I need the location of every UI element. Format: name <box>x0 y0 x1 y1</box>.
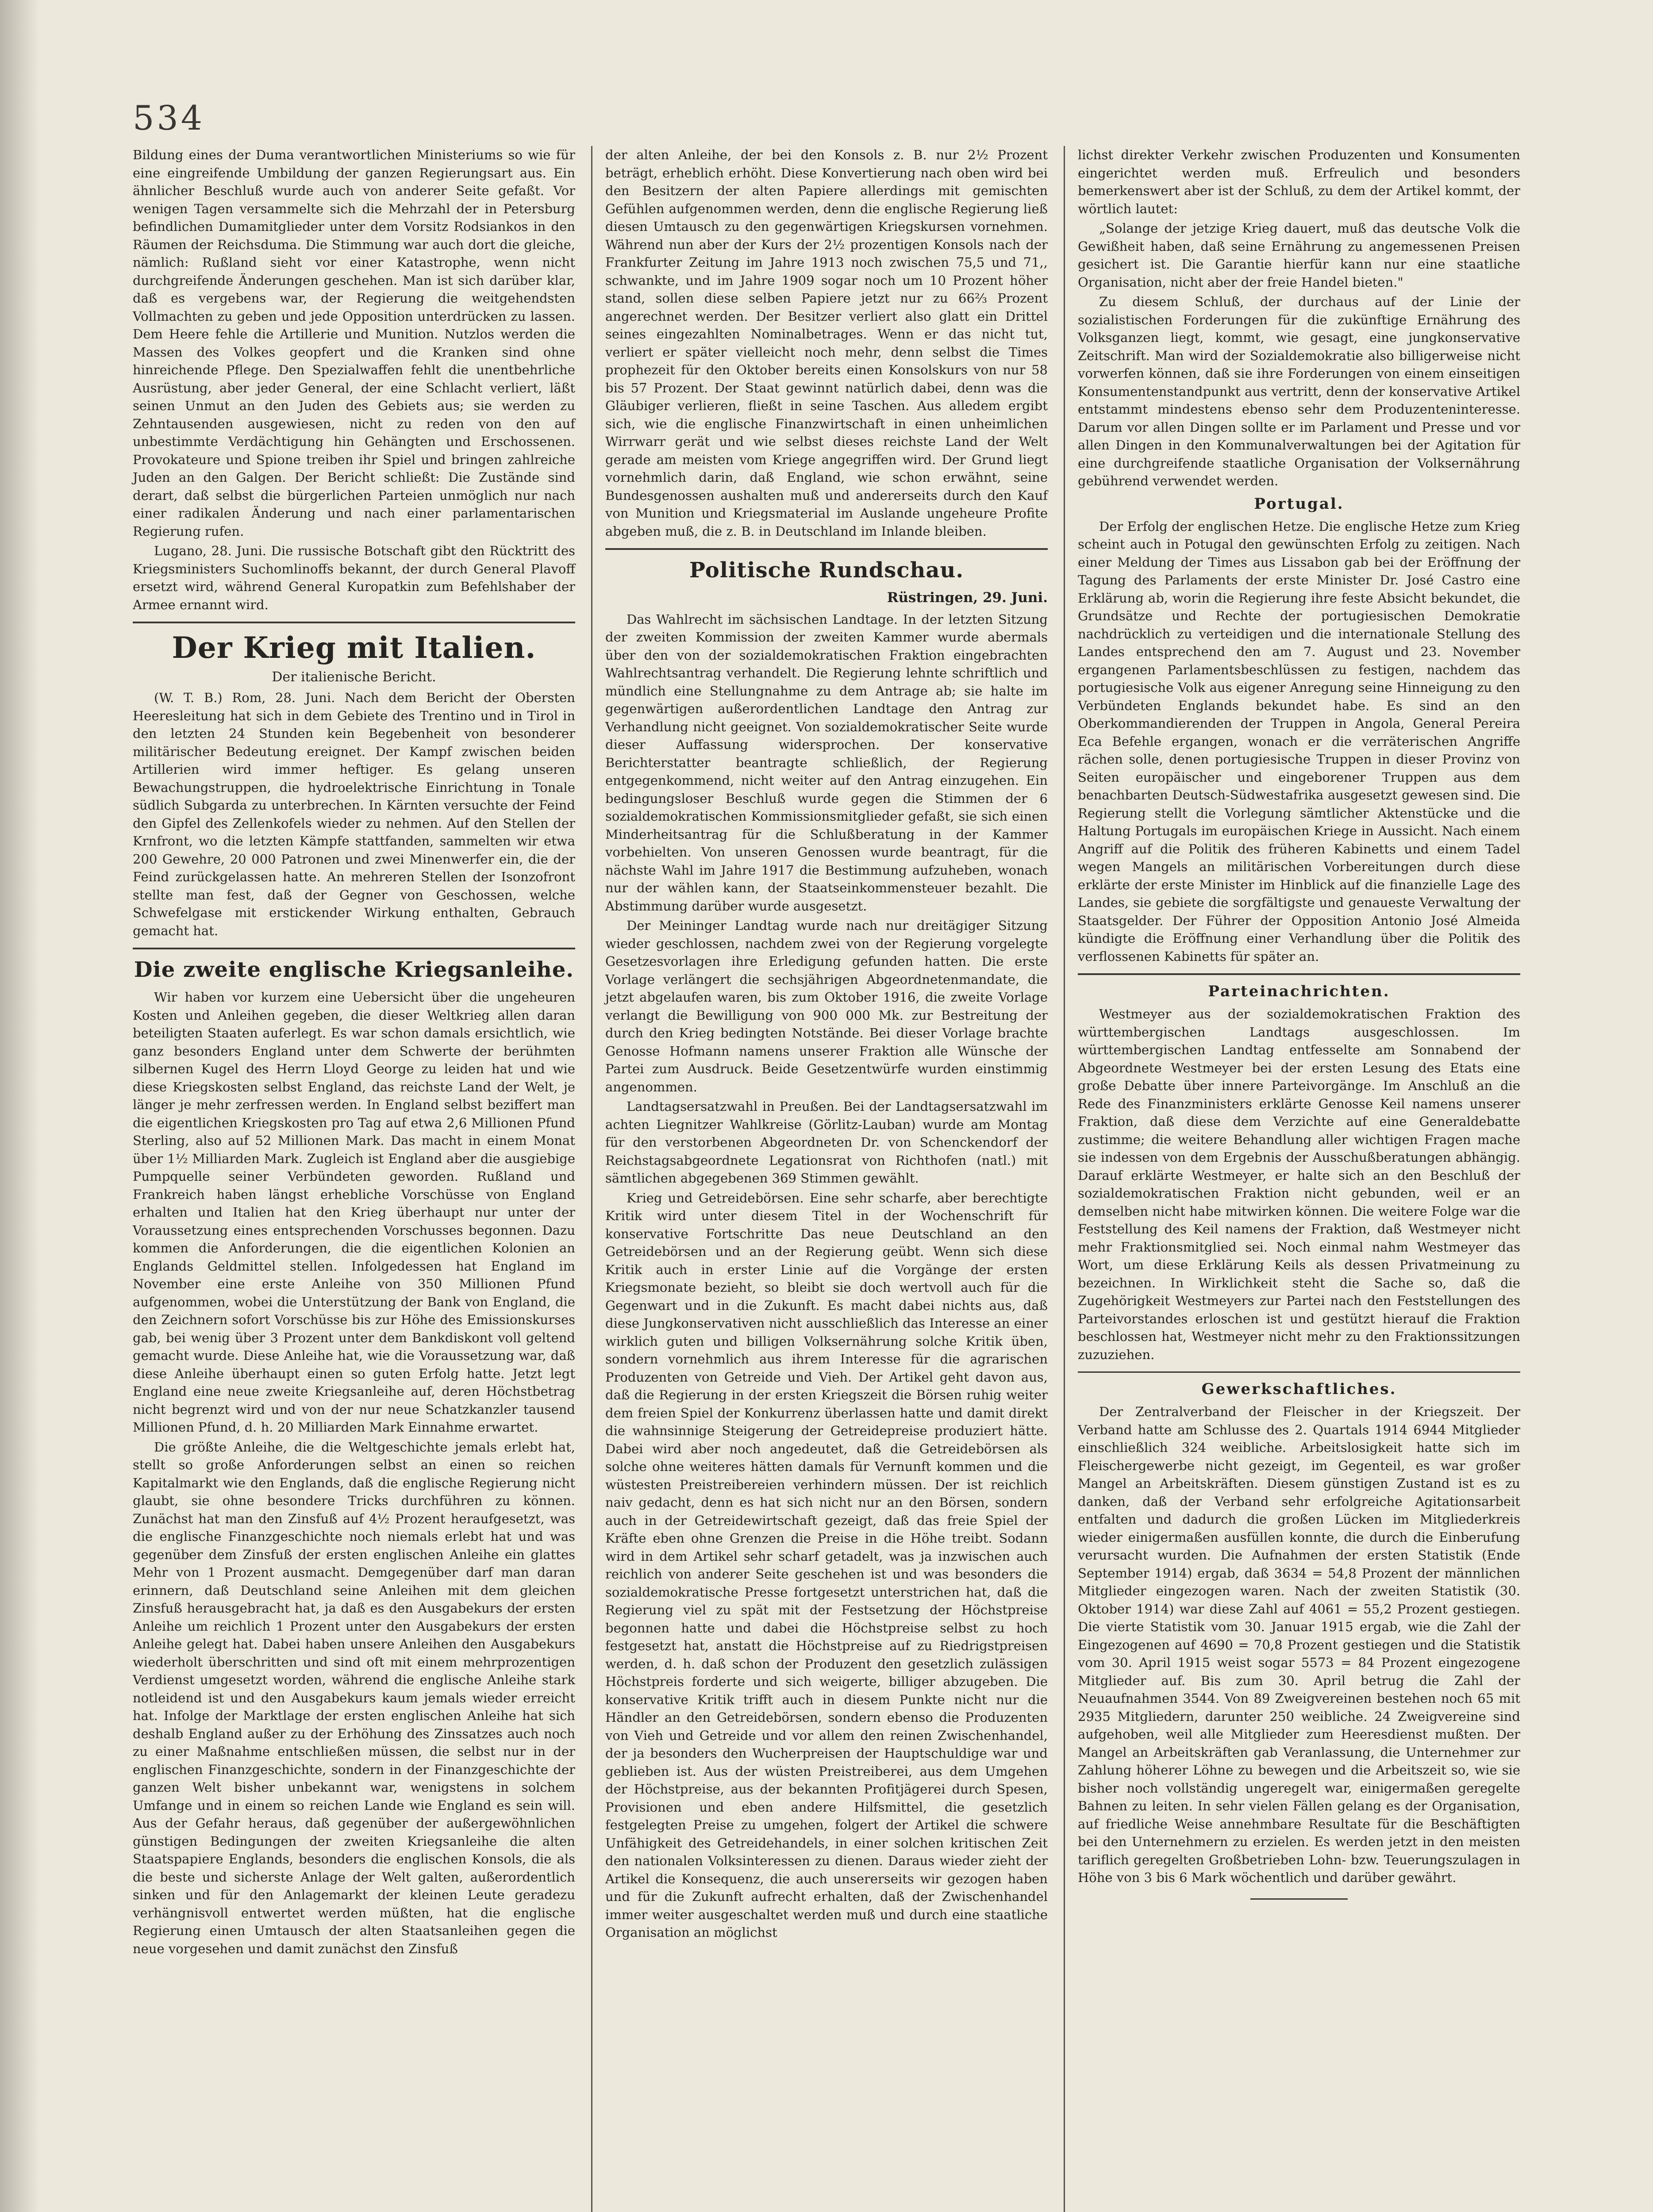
column-2 <box>605 146 1048 1943</box>
paragraph: der alten Anleihe, der bei den Konsols z. B. nur 2½ Prozent beträgt, erheblich erhöht. Diese Konvertierung nach oben wird bei den Besitzern der alten Papiere allerdings mit gemischten Gefühlen aufgenommen werden, denn die englische Regierung ließ diesen Umtausch zu den gegenwärtigen Kriegskursen vornehmen. Während nun aber der Kurs der 2½ prozentigen Konsols nach der Frankfurter Zeitung im Jahre 1913 noch zwischen 75,5 und 71,, schwankte, und im Jahre 1909 sogar noch um 10 Prozent höher stand, sollen diese selben Papiere jetzt nur zu 66⅔ Prozent angerechnet werden. Der Besitzer verliert also glatt ein Drittel seines eingezahlten Nominalbetrages. Wenn er das nicht tut, verliert er später vielleicht noch mehr, denn selbst die Times prophezeit für den Oktober bereits einen Konsolskurs von nur 58 bis 57 Prozent. Der Staat gewinnt natürlich dabei, denn was die Gläubiger verlieren, fließt in seine Taschen. Aus alledem ergibt sich, wie die englische Finanzwirtschaft in einen unheimlichen Wirrwarr gerät und wie selbst dieses reichste Land der Welt gerade am meisten vom Kriege angegriffen wird. Der Grund liegt vornehmlich darin, daß England, wie schon erwähnt, seine Bundesgenossen aushalten muß und andererseits durch den Kauf von Munition und Kriegsmaterial im Auslande ungeheure Profite abgeben muß, die z. B. in Deutschland im Inlande bleiben. <box>605 147 1048 539</box>
scan-binding-edge <box>0 0 40 2212</box>
paragraph: Krieg und Getreidebörsen. Eine sehr scharfe, aber berechtigte Kritik wird unter diesem Titel in der Wochenschrift für konservative Fortschritte Das neue Deutschland an den Getreidebörsen und an der Regierung geübt. Wenn sich diese Kritik auch in erster Linie auf die Vorgänge der ersten Kriegsmonate bezieht, so bleibt sie doch wertvoll auch für die Gegenwart und in die Zukunft. Es macht dabei nichts aus, daß diese Jungkonservativen nicht ausschließlich das Interesse an einer wirklich guten und billigen Volksernährung solche Kritik üben, sondern vornehmlich aus ihrem Interesse für die agrarischen Produzenten von Getreide und Vieh. Der Artikel geht davon aus, daß die Regierung in der ersten Kriegszeit die Börsen ruhig weiter dem freien Spiel der Konkurrenz überlassen hatte und damit direkt die wahnsinnige Steigerung der Getreidepreise produziert hätte. Dabei wird aber noch angedeutet, daß die Getreidebörsen als solche ohne weiteres hätten damals für Vernunft kommen und die wüstesten Preistreibereien verhindern müssen. Der ist reichlich naiv gedacht, denn es hat sich nicht nur an den Börsen, sondern auch in der Getreidewirtschaft gezeigt, daß das freie Spiel der Kräfte eben ohne Grenzen die Preise in die Höhe treibt. Sodann wird in dem Artikel sehr scharf getadelt, was ja inzwischen auch reichlich von anderer Seite geschehen ist und was besonders die sozialdemokratische Presse fortgesetzt unterstrichen hat, daß die Regierung viel zu spät mit der Festsetzung der Höchstpreise begonnen hatte und dabei die Höchstpreise selbst zu hoch festgesetzt hat, anstatt die Höchstpreise auf zu Riedrigstpreisen werden, d. h. daß schon der Produzent den gesetzlich zulässigen Höchstpreis forderte und sich weigerte, billiger abzugeben. Die konservative Kritik trifft auch in diesem Punkte nicht nur die Händler an den Getreidebörsen, sondern ebenso die Produzenten von Vieh und Getreide und vor allem den reinen Zwischenhandel, der ja besonders den Wucherpreisen der Hauptschuldige war und geblieben ist. Aus der wüsten Preistreiberei, aus dem Umgehen der Höchstpreise, aus der bekannten Profitjägerei durch Spesen, Provisionen und eben andere Hilfsmittel, die gesetzlich festgelegten Preise zu umgehen, folgert der Artikel die schwere Unfähigkeit des Getreidehandels, in einer solchen kritischen Zeit den nationalen Volksinteressen zu dienen. Daraus wieder zieht der Artikel die Konsequenz, die auch unsererseits wir gezogen haben und für die Zukunft aufrecht erhalten, daß der Zwischenhandel immer weiter ausgeschaltet werden muß und durch eine staatliche Organisation an möglichst <box>605 1190 1048 1940</box>
section-rule <box>605 548 1048 550</box>
paragraph: Die größte Anleihe, die die Weltgeschichte jemals erlebt hat, stellt so große Anforderungen selbst an einen so reichen Kapitalmarkt wie den Englands, daß die englische Regierung nicht glaubt, sie ohne besondere Tricks durchführen zu können. Zunächst hat man den Zinsfuß auf 4½ Prozent heraufgesetzt, was die englische Finanzgeschichte noch niemals erlebt hat und was gegenüber dem Zinsfuß der ersten englischen Anleihe ein glattes Mehr von 1 Prozent ausmacht. Demgegenüber darf man daran erinnern, daß Deutschland seine Anleihen mit dem gleichen Zinsfuß herausgebracht hat, ja daß es den Ausgabekurs der ersten Anleihe um reichlich 1 Prozent unter den Ausgabekurs der ersten Anleihe gelegt hat. Dabei haben unsere Anleihen den Ausgabekurs wiederholt überschritten und sind oft mit einem mehrprozentigen Verdienst umgesetzt worden, während die englische Anleihe stark notleidend ist und den Ausgabekurs kaum jemals wieder erreicht hat. Infolge der Marktlage der ersten englischen Anleihe hat sich deshalb England außer zu der Erhöhung des Zinssatzes auch noch zu einer Maßnahme entschließen müssen, die selbst nur in der englischen Finanzgeschichte, sondern in der Finanzgeschichte der ganzen Welt bisher unbekannt war, wenigstens in solchem Umfange und in einem so reichen Lande wie England es sein will. Aus der Gefahr heraus, daß gegenüber der außergewöhnlichen günstigen Bedingungen der zweiten Kriegsanleihe die alten Staatspapiere Englands, besonders die englischen Konsols, die als die beste und sicherste Anlage der Welt galten, außerordentlich sinken und für den Anlagemarkt der kleinen Leute geradezu verhängnisvoll entwertet werden müßten, hat die englische Regierung einen Umtausch der alten Staatsanleihen gegen die neue vorgesehen und damit zunächst den Zinsfuß <box>133 1439 575 1956</box>
section-rule <box>1078 973 1520 975</box>
paragraph: Wir haben vor kurzem eine Uebersicht über die ungeheuren Kosten und Anleihen gegeben, die dieser Weltkrieg allen daran beteiligten Staaten auferlegt. Es war schon damals ersichtlich, wie ganz besonders England unter dem Schwerte der berühmten silbernen Kugel des Herrn Lloyd George zu leiden hat und wie diese Kriegskosten selbst England, das reichste Land der Welt, je länger je mehr zerfressen werden. In England selbst beziffert man die eigentlichen Kriegskosten pro Tag auf etwa 2,6 Millionen Pfund Sterling, also auf 52 Millionen Mark. Das macht in einem Monat über 1½ Milliarden Mark. Zugleich ist England aber die ausgiebige Pumpquelle seiner Verbündeten geworden. Rußland und Frankreich haben längst erhebliche Vorschüsse von England erhalten und Italien hat den Krieg überhaupt nur unter der Voraussetzung eines entsprechenden Vorschusses begonnen. Dazu kommen die Anforderungen, die die eigentlichen Kolonien an Englands Geldmittel stellen. Infolgedessen hat England im November eine erste Anleihe von 350 Millionen Pfund aufgenommen, wobei die Unterstützung der Bank von England, die den Zeichnern sofort Vorschüsse bis zur Höhe des Emissionskurses gab, bei wenig über 3 Prozent unter dem Bankdiskont voll geltend gemacht wurde. Diese Anleihe hat, wie die Voraussetzung war, daß diese Anleihe überhaupt einen so guten Erfolg hatte. Jetzt legt England eine neue zweite Kriegsanleihe auf, deren Höchstbetrag nicht begrenzt wird und von der nur neue Schatzkanzler tausend Millionen Pfund, d. h. 20 Milliarden Mark Einnahme erwartet. <box>133 990 575 1435</box>
headline-party-news: Parteinachrichten. <box>1208 983 1390 1000</box>
headline-trade-union: Gewerkschaftliches. <box>1201 1380 1397 1398</box>
headline-english-war-loan: Die zweite englische Kriegsanleihe. <box>134 957 574 982</box>
paragraph: Der Meininger Landtag wurde nach nur dreitägiger Sitzung wieder geschlossen, nachdem zwei von der Regierung vorgelegte Gesetzesvorlagen ihre Erledigung gefunden hatten. Die erste Vorlage verlängert die sechsjährigen Abgeordnetenmandate, die jetzt abgelaufen waren, bis zum Oktober 1916, die zweite Vorlage verlangt die Bewilligung von 900 000 Mk. zur Bestreitung der durch den Krieg bedingten Notstände. Bei dieser Vorlage brachte Genosse Hofmann namens unserer Fraktion alle Wünsche der Partei zum Ausdruck. Beide Gesetzentwürfe wurden einstimmig angenommen. <box>605 918 1048 1094</box>
paragraph: Lugano, 28. Juni. Die russische Botschaft gibt den Rücktritt des Kriegsministers Suchomlinoffs bekannt, der durch General Plavoff ersetzt wird, während General Kuropatkin zum Befehlshaber der Armee ernannt wird. <box>133 543 575 612</box>
subhead-italian-report: Der italienische Bericht. <box>272 669 436 685</box>
column-3 <box>1078 146 1520 1900</box>
section-rule <box>133 948 575 949</box>
headline-italy-war: Der Krieg mit Italien. <box>172 630 536 665</box>
paragraph: Bildung eines der Duma verantwortlichen Ministeriums so wie für eine eingreifende Umbildung der ganzen Regierungsart aus. Ein ähnlicher Beschluß wurde auch von anderer Seite gefaßt. Vor wenigen Tagen versammelte sich die Mehrzahl der in Petersburg befindlichen Dumamitglieder unter dem Vorsitz Rodsiankos in den Räumen der Reichsduma. Die Stimmung war auch dort die gleiche, nämlich: Rußland sieht vor einer Katastrophe, wenn nicht durchgreifende Änderungen geschehen. Man ist sich darüber klar, daß es vergebens war, der Regierung die weitgehendsten Vollmachten zu geben und jede Opposition unterdrücken zu lassen. Dem Heere fehle die Artillerie und Munition. Nutzlos werden die Massen des Volkes geopfert und die Kranken sind ohne hinreichende Pflege. Den Spezialwaffen fehlt die unentbehrliche Ausrüstung, aber jeder General, der eine Schlacht verliert, läßt seinen Unmut an den Juden des Gebiets aus; sie werden zu Zehntausenden ausgewiesen, nicht zu reden von den auf unbestimmte Verdächtigung hin Gehängten und Erschossenen. Provokateure und Spione treiben ihr Spiel und bringen zahlreiche Juden an den Galgen. Der Bericht schließt: Die Zustände sind derart, daß selbst die bürgerlichen Parteien unmöglich nur nach einer radikalen Änderung und nach einer parlamentarischen Regierung rufen. <box>133 147 575 539</box>
column-1 <box>133 146 575 1959</box>
paragraph: Zu diesem Schluß, der durchaus auf der Linie der sozialistischen Forderungen für die zukünftige Ernährung des Volksganzen liegt, kommt, wie gesagt, eine jungkonservative Zeitschrift. Man wird der Sozialdemokratie also billigerweise nicht vorwerfen können, daß sie ihre Forderungen von einem einseitigen Konsumentenstandpunkt aus vertritt, denn der konservative Artikel entstammt mindestens ebenso sehr dem Produzenteninteresse. Darum vor allen Dingen sollte er im Parlament und Presse und vor allen Dingen in den Kommunalverwaltungen bei der Agitation für eine durchgreifende staatliche Organisation der Volksernährung gebührend verwendet werden. <box>1078 294 1520 488</box>
paragraph: Landtagsersatzwahl in Preußen. Bei der Landtagsersatzwahl im achten Liegnitzer Wahlkreise (Görlitz-Lauban) wurde am Montag für den verstorbenen Abgeordneten Dr. von Schenckendorf der Reichstagsabgeordnete Legationsrat von Richthofen (natl.) mit sämtlichen abgegebenen 369 Stimmen gewählt. <box>605 1099 1048 1186</box>
column-divider-1 <box>591 146 592 2212</box>
paragraph: Der Zentralverband der Fleischer in der Kriegszeit. Der Verband hatte am Schlusse des 2. Quartals 1914 6944 Mitglieder einschließlich 324 weibliche. Arbeitslosigkeit hatte sich im Fleischergewerbe nicht gezeigt, im Gegenteil, es war großer Mangel an Arbeitskräften. Diesem günstigen Zustand ist es zu danken, daß der Verband sehr erfolgreiche Agitationsarbeit entfalten und dadurch die großen Lücken im Mitgliederkreis wieder einigermaßen ausfüllen konnte, die durch die Einberufung verursacht wurden. Die Aufnahmen der ersten Statistik (Ende September 1914) ergab, daß 3634 = 54,8 Prozent der männlichen Mitglieder eingezogen waren. Nach der zweiten Statistik (30. Oktober 1914) war diese Zahl auf 4061 = 55,2 Prozent gestiegen. Die vierte Statistik vom 30. Januar 1915 ergab, wie die Zahl der Eingezogenen auf 4690 = 70,8 Prozent gestiegen und die Statistik vom 30. April 1915 weist sogar 5573 = 84 Prozent eingezogene Mitglieder auf. Bis zum 30. April betrug die Zahl der Neuaufnahmen 3544. Von 89 Zweigvereinen bestehen noch 65 mit 2935 Mitgliedern, darunter 250 weibliche. 24 Zweigvereine sind aufgehoben, weil alle Mitglieder zum Heeresdienst mußten. Der Mangel an Arbeitskräften gab Veranlassung, die Unternehmer zur Zahlung höherer Löhne zu bewegen und die Arbeitszeit so, wie sie bisher noch vollständig ungeregelt war, einigermaßen geregelte Bahnen zu leiten. In sehr vielen Fällen gelang es der Organisation, auf friedliche Weise annehmbare Resultate für die Beschäftigten bei den Unternehmern zu erzielen. Es werden jetzt in den meisten tariflich geregelten Großbetrieben Lohn- bzw. Teuerungszulagen in Höhe von 3 bis 6 Mark wöchentlich und darüber gewährt. <box>1078 1404 1520 1885</box>
section-rule <box>133 622 575 623</box>
paragraph: (W. T. B.) Rom, 28. Juni. Nach dem Bericht der Obersten Heeresleitung hat sich in dem Gebiete des Trentino und in Tirol in den letzten 24 Stunden kein Begebenheit von besonderer militärischer Bedeutung ereignet. Der Kampf zwischen beiden Artillerien wird immer heftiger. Es gelang unseren Bewachungstruppen, die hydroelektrische Einrichtung in Tonale südlich Subgarda zu unterbrechen. In Kärnten versuchte der Feind den Gipfel des Zellenkofels wieder zu nehmen. Auf den Stellen der Krnfront, wo die letzten Kämpfe stattfanden, sammelten wir etwa 200 Gewehre, 20 000 Patronen und zwei Minenwerfer ein, die der Feind zurückgelassen hatte. An mehreren Stellen der Isonzofront stellte man fest, daß der Gegner von Geschossen, welche Schwefelgase mit erstickender Wirkung enthalten, Gebrauch gemacht hat. <box>133 690 575 938</box>
quote-paragraph: „Solange der jetzige Krieg dauert, muß das deutsche Volk die Gewißheit haben, daß seine Ernährung zu angemessenen Preisen gesichert ist. Die Garantie hierfür kann nur eine staatliche Organisation, nicht aber der freie Handel bieten." <box>1078 221 1520 290</box>
paragraph: Das Wahlrecht im sächsischen Landtage. In der letzten Sitzung der zweiten Kommission der zweiten Kammer wurde abermals über den von der sozialdemokratischen Fraktion eingebrachten Wahlrechtsantrag verhandelt. Die Regierung lehnte schriftlich und mündlich eine Stellungnahme zu dem Antrage ab; sie halte im gegenwärtigen außerordentlichen Landtage den Antrag zur Verhandlung nicht geeignet. Von sozialdemokratischer Seite wurde dieser Auffassung widersprochen. Der konservative Berichterstatter beantragte schließlich, der Regierung entgegenkommend, nicht weiter auf den Antrag einzugehen. Ein bedingungsloser Beschluß wurde gegen die Stimmen der 6 sozialdemokratischen Kommissionsmitglieder gefaßt, sie sich einen Minderheitsantrag für die Schlußberatung in der Kammer vorbehielten. Von unseren Genossen wurde beantragt, für die nächste Wahl im Jahre 1917 die Bestimmung aufzuheben, wonach nur der wählen kann, der Staatseinkommensteuer bezahlt. Die Abstimmung darüber wurde ausgesetzt. <box>605 611 1048 914</box>
column-divider-2 <box>1064 146 1065 2212</box>
headline-political-review: Politische Rundschau. <box>689 558 964 583</box>
paragraph: Westmeyer aus der sozialdemokratischen Fraktion des württembergischen Landtags ausgeschlossen. Im württembergischen Landtag entfesselte am Sonnabend der Abgeordnete Westmeyer bei der ersten Lesung des Etats eine große Debatte über innere Parteivorgänge. Im Anschluß an die Rede des Finanzministers erklärte Genosse Keil namens unserer Fraktion, daß diese dem Verzichte auf eine Generaldebatte zustimme; die weitere Behandlung aller wichtigen Fragen mache sie indessen von dem Ergebnis der Ausschußberatungen abhängig. Darauf erklärte Westmeyer, er halte sich an den Beschluß der sozialdemokratischen Fraktion nicht gebunden, weil er an demselben nicht habe mitwirken können. Die weitere Folge war die Feststellung des Keil namens der Fraktion, daß Westmeyer nicht mehr Fraktionsmitglied sei. Noch einmal nahm Westmeyer das Wort, um diese Erklärung Keils als dessen Privatmeinung zu bezeichnen. In Wirklichkeit steht die Sache so, daß die Zugehörigkeit Westmeyers zur Partei nach den Feststellungen des Parteivorstandes erloschen ist und gestützt hierauf die Fraktion beschlossen hat, Westmeyer nicht mehr zu den Fraktionssitzungen zuzuziehen. <box>1078 1006 1520 1362</box>
paragraph: Der Erfolg der englischen Hetze. Die englische Hetze zum Krieg scheint auch in Potugal den gewünschten Erfolg zu zeitigen. Nach einer Meldung der Times aus Lissabon gab bei der Eröffnung der Tagung des Parlaments der erste Minister Dr. José Castro eine Erklärung ab, worin die Regierung ihre feste Absicht bekundet, die Grundsätze und Rechte der portugiesischen Demokratie nachdrücklich zu verteidigen und die internationale Stellung des Landes entsprechend den am 7. August und 23. November ergangenen Parlamentsbeschlüssen zu festigen, nachdem das portugiesische Volk aus eigener Anregung seine Hinneigung zu den Verbündeten Englands bekundet habe. Es sind an den Oberkommandierenden der Truppen in Angola, General Pereira Eca Befehle ergangen, wonach er die verräterischen Angriffe rächen solle, denen portugiesische Truppen in dieser Provinz von Seiten europäischer und eingeborener Truppen aus dem benachbarten Deutsch-Südwestafrika ausgesetzt gewesen sind. Die Regierung stellt die Vorlegung sämtlicher Aktenstücke und die Haltung Portugals im europäischen Kriege in Aussicht. Nach einem Angriff auf die Politik des früheren Kabinetts und einem Tadel wegen Mangels an militärischen Vorbereitungen durch diese erklärte der erste Minister im Hinblick auf die finanzielle Lage des Landes, sie gebiete die sorgfältigste und genaueste Verwaltung der Staatsgelder. Der Führer der Opposition Antonio José Almeida kündigte die Eröffnung einer Verhandlung über die Politik des verflossenen Kabinetts für später an. <box>1078 518 1520 964</box>
page-number: 534 <box>133 98 205 138</box>
dateline: Rüstringen, 29. Juni. <box>887 590 1048 606</box>
section-rule <box>1078 1371 1520 1373</box>
headline-portugal: Portugal. <box>1254 495 1344 513</box>
paragraph: lichst direkter Verkehr zwischen Produzenten und Konsumenten eingerichtet werden muß. Erfreulich und besonders bemerkenswert aber ist der Schluß, zu dem der Artikel kommt, der wörtlich lautet: <box>1078 147 1520 216</box>
end-rule <box>1250 1898 1348 1900</box>
